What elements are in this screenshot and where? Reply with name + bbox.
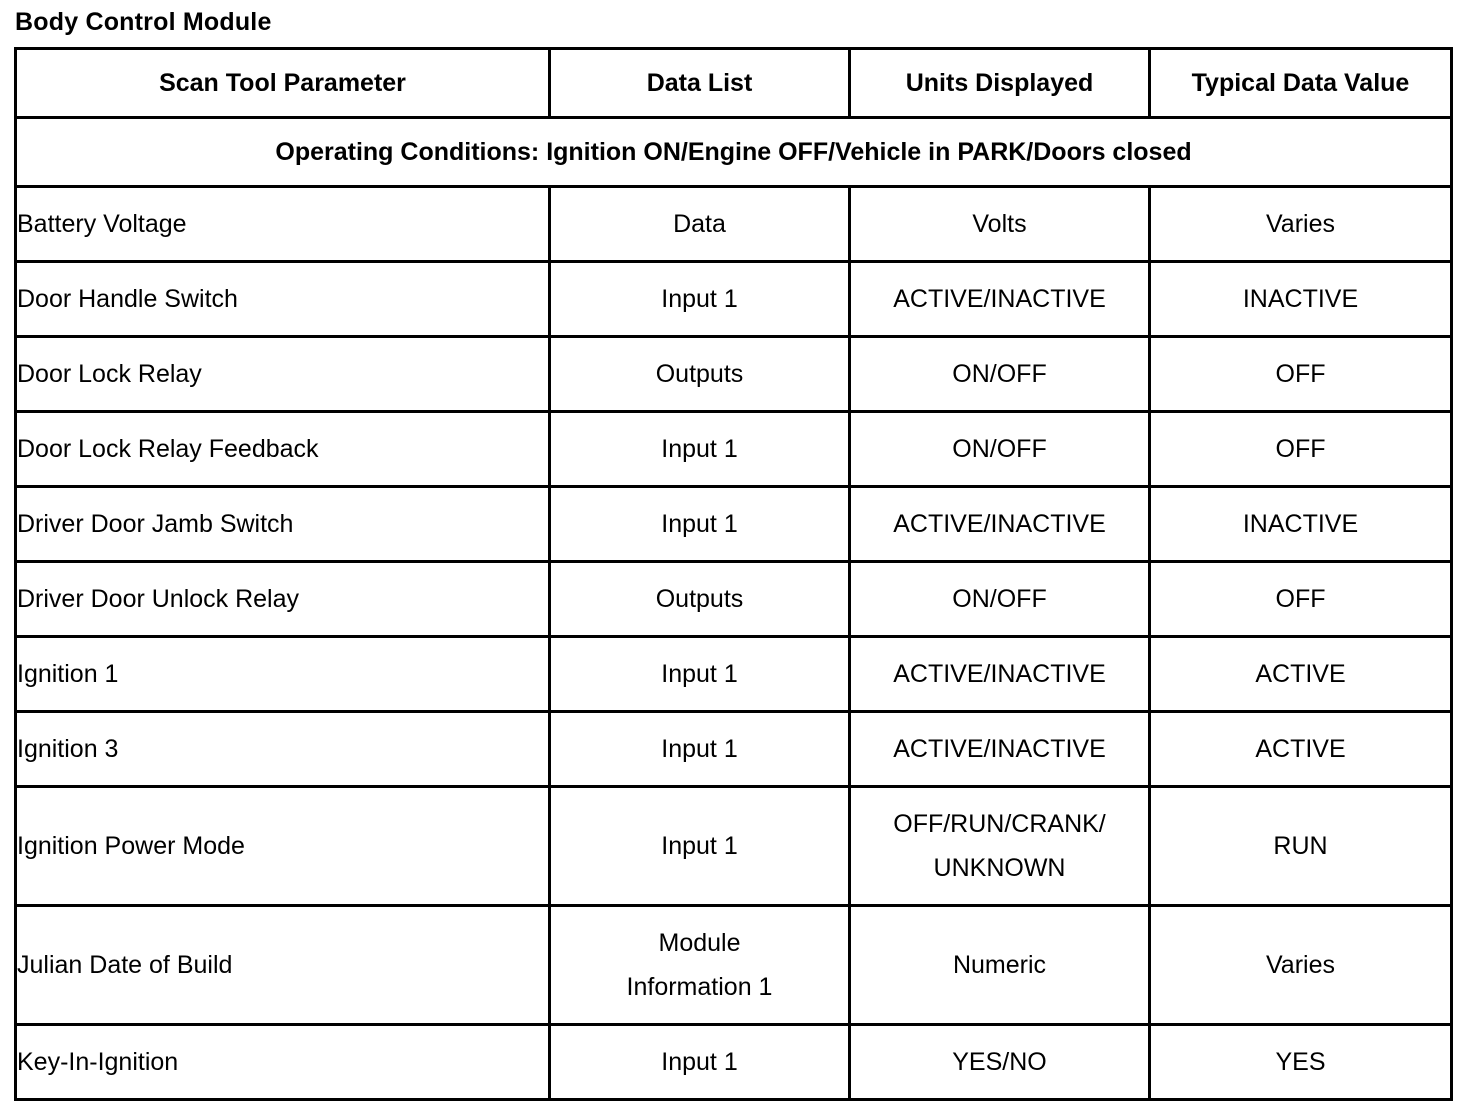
typical-value-cell: INACTIVE [1150,487,1452,562]
table-body [16,118,1452,1100]
parameter-cell: Ignition Power Mode [16,787,550,906]
data-list-cell-line: Outputs [655,585,744,613]
table-row [16,712,1452,787]
parameter-cell: Julian Date of Build [16,906,550,1025]
data-list-cell [550,412,850,487]
typical-value-cell: OFF [1150,562,1452,637]
header-units-displayed: Units Displayed [850,49,1150,118]
header-data-list: Data List [550,49,850,118]
data-list-cell [550,787,850,906]
units-cell-line: UNKNOWN [933,854,1066,882]
units-cell-line: YES/NO [952,1048,1047,1076]
typical-value-cell: INACTIVE [1150,262,1452,337]
typical-value-cell: RUN [1150,787,1452,906]
parameter-cell: Driver Door Jamb Switch [16,487,550,562]
units-cell [850,712,1150,787]
header-typical-data-value: Typical Data Value [1150,49,1452,118]
header-scan-tool-parameter: Scan Tool Parameter [16,49,550,118]
parameter-cell: Door Lock Relay Feedback [16,412,550,487]
data-list-cell [550,562,850,637]
typical-value-cell: OFF [1150,337,1452,412]
units-cell [850,562,1150,637]
table-row [16,562,1452,637]
parameter-cell: Ignition 3 [16,712,550,787]
data-list-cell [550,262,850,337]
units-cell [850,906,1150,1025]
units-cell-line: ON/OFF [952,360,1047,388]
operating-conditions: Operating Conditions: Ignition ON/Engine OFF/Vehicle in PARK/Doors closed [16,118,1452,187]
units-cell-line: ACTIVE/INACTIVE [893,735,1106,763]
data-list-cell-line: Input 1 [661,510,738,538]
parameter-cell: Battery Voltage [16,187,550,262]
table-header-row [16,49,1452,118]
data-list-cell [550,637,850,712]
data-list-cell-line: Input 1 [661,832,738,860]
data-list-cell [550,712,850,787]
typical-value-cell: YES [1150,1025,1452,1100]
typical-value-cell: OFF [1150,412,1452,487]
data-list-cell-line: Input 1 [661,735,738,763]
data-list-cell-line: Input 1 [661,660,738,688]
parameter-cell: Key-In-Ignition [16,1025,550,1100]
table-row [16,337,1452,412]
typical-value-cell: ACTIVE [1150,637,1452,712]
units-cell [850,262,1150,337]
units-cell-line: ACTIVE/INACTIVE [893,660,1106,688]
units-cell [850,337,1150,412]
data-list-cell-line: Module [658,929,741,957]
units-cell-line: Volts [972,210,1027,238]
table-row [16,262,1452,337]
data-list-cell-line: Data [673,210,726,238]
data-list-cell-line: Input 1 [661,285,738,313]
units-cell [850,637,1150,712]
data-list-cell-line: Input 1 [661,1048,738,1076]
units-cell-line: ON/OFF [952,435,1047,463]
units-cell-line: ON/OFF [952,585,1047,613]
document-title: Body Control Module [15,8,272,36]
typical-value-cell: Varies [1150,187,1452,262]
units-cell [850,1025,1150,1100]
data-list-cell [550,906,850,1025]
data-list-cell [550,1025,850,1100]
table-row [16,787,1452,906]
units-cell-line: ACTIVE/INACTIVE [893,510,1106,538]
table-row [16,487,1452,562]
parameter-cell: Door Lock Relay [16,337,550,412]
data-list-cell-line: Input 1 [661,435,738,463]
parameter-table [14,47,1453,1101]
units-cell-line: ACTIVE/INACTIVE [893,285,1106,313]
units-cell [850,187,1150,262]
table-row [16,187,1452,262]
operating-conditions-row [16,118,1452,187]
data-list-cell [550,487,850,562]
units-cell-line: OFF/RUN/CRANK/ [893,810,1106,838]
table-row [16,906,1452,1025]
data-list-cell [550,337,850,412]
table-row [16,412,1452,487]
units-cell [850,487,1150,562]
units-cell [850,412,1150,487]
units-cell [850,787,1150,906]
data-list-cell-line: Information 1 [626,973,773,1001]
data-list-cell-line: Outputs [655,360,744,388]
typical-value-cell: Varies [1150,906,1452,1025]
units-cell-line: Numeric [952,951,1047,979]
table-row [16,1025,1452,1100]
parameter-cell: Ignition 1 [16,637,550,712]
typical-value-cell: ACTIVE [1150,712,1452,787]
parameter-cell: Driver Door Unlock Relay [16,562,550,637]
data-list-cell [550,187,850,262]
table-row [16,637,1452,712]
parameter-cell: Door Handle Switch [16,262,550,337]
